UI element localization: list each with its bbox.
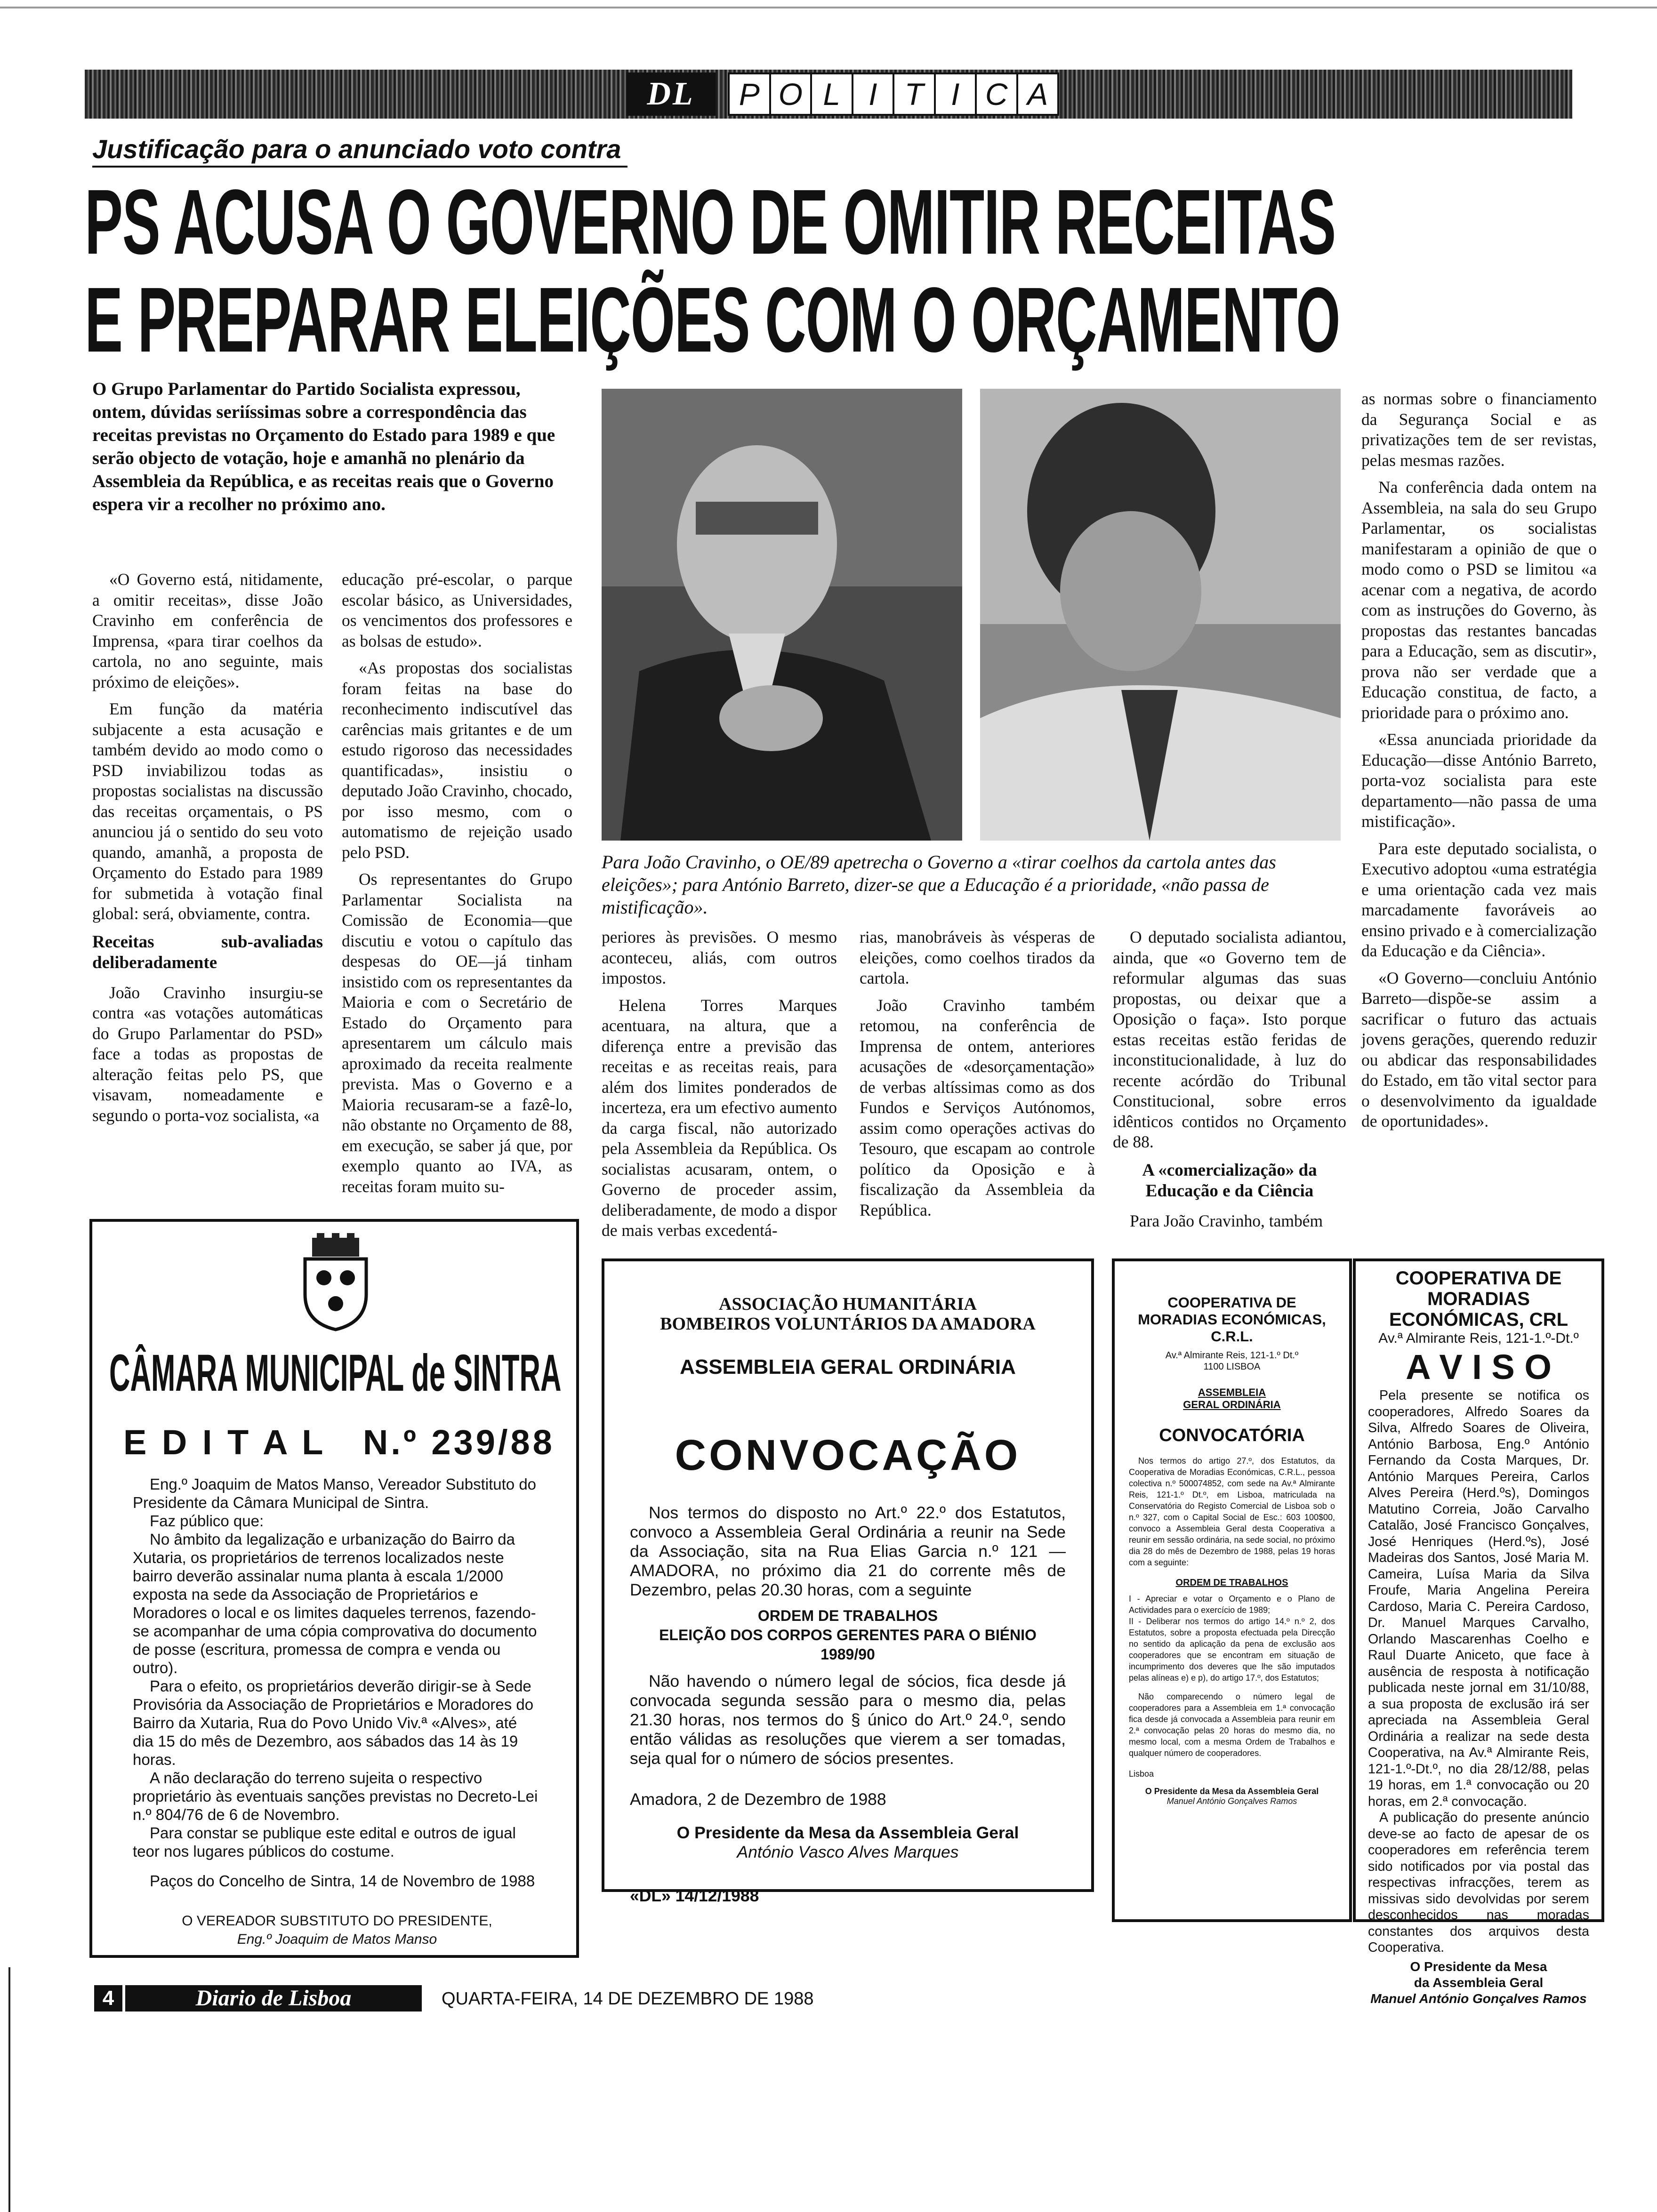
- photo-antonio-barreto: [980, 389, 1341, 841]
- ad-bombeiros-date: Amadora, 2 de Dezembro de 1988: [630, 1790, 886, 1809]
- left-margin-rule: [8, 1967, 10, 2212]
- ad-coop1-signature-name: Manuel António Gonçalves Ramos: [1166, 1796, 1297, 1806]
- article-paragraph: Os representantes do Grupo Parlamentar Socialista na Comissão de Economia—que discutiu e votou o capítulo das despesas do OE—já tinham insistido com os representantes da Maioria e com o Secretário de Estado do Orçamento para apresentarem um cálculo mais aproximado da receita realmente prevista. Mas o Governo e a Maioria recusaram-se a fazê-lo, não obstante no Orçamento de 88, em execução, se saber já que, por exemplo quanto ao IVA, as receitas foram muito su-: [342, 870, 572, 1196]
- ad-coop1-paragraph: Não comparecendo o número legal de cooperadores para a Assembleia em 1.ª convocação fica desde já convocada a Assembleia para reunir em 2.ª convocação pelas 20 horas do mesmo dia, no mesmo local, com a mesma Ordem de Trabalhos e qualquer número de cooperadores.: [1129, 1692, 1335, 1758]
- ad-coop2-org-line: ECONÓMICAS, CRL: [1389, 1309, 1568, 1330]
- ad-coop1-address: Av.ª Almirante Reis, 121-1.º Dt.º: [1165, 1350, 1299, 1361]
- footer-page-number: 4: [94, 1985, 122, 2012]
- footer-masthead: Diario de Lisboa: [125, 1985, 422, 2012]
- article-paragraph: João Cravinho também retomou, na conferência de Imprensa de ontem, anteriores acusações de «desorçamentação» de verbas altíssimas como as dos Fundos e Serviços Autónomos, assim como operações activas do Tesouro, que escapam ao controle político da Oposição e à fiscalização da Assembleia da República.: [860, 995, 1095, 1219]
- ad-coop2-signature-line: Manuel António Gonçalves Ramos: [1370, 1991, 1587, 2006]
- ad-bombeiros-signature-title: O Presidente da Mesa da Assembleia Geral: [676, 1823, 1019, 1842]
- article-paragraph: Na conferência dada ontem na Assembleia, na sala do seu Grupo Parlamentar, os socialistas manifestaram a opinião de que o modo como o PSD se limitou «a acenar com a negativa, de acordo com as instruções do Governo, às propostas das restantes bancadas para a Educação, sem as discutir», prova não ser verdade que a Educação constitua, de facto, a prioridade para o próximo ano.: [1361, 478, 1597, 722]
- ad-sintra-paragraph: A não declaração do terreno sujeita o respectivo proprietário às eventuais sanções previstas no Decreto-Lei n.º 804/76 de 6 de Novembro.: [133, 1769, 538, 1823]
- section-letter: I: [934, 72, 977, 116]
- section-letter: A: [1016, 72, 1060, 116]
- ad-bombeiros-org-line: ASSOCIAÇÃO HUMANITÁRIA: [719, 1294, 977, 1314]
- ad-sintra-paragraph: No âmbito da legalização e urbanização do Bairro da Xutaria, os proprietários de terrenos localizados neste bairro deverão assinalar numa planta à escala 1/2000 exposta na sede da Associação de Proprietários e Moradores o local e os limites daqueles terrenos, fazendo-se acompanhar de uma cópia comprovativa do documento de posse (escritura, promessa de compra e venda ou outro).: [133, 1531, 537, 1676]
- section-letter: O: [769, 72, 812, 116]
- ad-sintra-org-name: CÂMARA MUNICIPAL de SINTRA: [109, 1344, 562, 1402]
- article-column-6: [1361, 389, 1597, 1138]
- ad-sintra-edital: E D I T A L N.º 239/88: [123, 1423, 555, 1462]
- ad-bombeiros-assembly: ASSEMBLEIA GERAL ORDINÁRIA: [680, 1355, 1016, 1378]
- ad-bombeiros-org-line: BOMBEIROS VOLUNTÁRIOS DA AMADORA: [660, 1314, 1036, 1334]
- article-paragraph: «As propostas dos socialistas foram feitas na base do reconhecimento indiscutível das carências mais gritantes e de um estudo rigoroso das necessidades quantificadas», insistiu o deputado João Cravinho, chocado, por isso mesmo, com o automatismo de rejeição usado pelo PSD.: [342, 658, 572, 862]
- ad-coop2-paragraph: Pela presente se notifica os cooperadores, Alfredo Soares da Silva, Alfredo Soares de Oliveira, António Barbosa, Eng.º António Fernando da Costa Marques, Dr. António Marques Pereira, Carlos Alves Pereira (Herd.ºs), Domingos Matutino Correia, João Carvalho Catalão, José Francisco Gonçalves, José Henriques (Herd.ºs), José Madeiras dos Santos, José Maria M. Cameira, Luísa Maria da Silva Froufe, Maria Angelina Pereira Cardoso, Maria C. Pereira Cardoso, Dr. Manuel Marques Carvalho, Orlando Mascarenhas Coelho e Raul Duarte Aniceto, que face à ausência de resposta à notificação publicada neste jornal em 31/10/88, a sua proposta de exclusão irá ser apreciada na Assembleia Geral Ordinária a realizar na sede desta Cooperativa, na Av.ª Almirante Reis, 121-1.º-Dt.º, no dia 28/12/88, pelas 19 horas, em 1.ª convocação ou 20 horas, em 2.ª convocação.: [1368, 1388, 1589, 1809]
- ad-bombeiros-title: CONVOCAÇÃO: [675, 1431, 1021, 1479]
- section-letter: L: [810, 72, 853, 116]
- article-paragraph: Helena Torres Marques acentuara, na altura, que a diferença entre a previsão das receitas e as receitas reais, para além dos limites ponderados de incerteza, era um efectivo aumento da carga fiscal, não autorizado pela Assembleia da República. Os socialistas acusaram, ontem, o Governo de proceder assim, deliberadamente, de modo a dispor de mais verbas excedentá-: [602, 995, 837, 1240]
- article-column-1: [92, 569, 323, 1132]
- ad-sintra-body: [133, 1475, 541, 1948]
- ad-coop2-signature-line: O Presidente da Mesa: [1410, 1959, 1547, 1974]
- ad-cooperativa-aviso: [1353, 1258, 1604, 2006]
- headline-line-2: E PREPARAR ELEIÇÕES COM O ORÇAMENTO: [85, 268, 1340, 371]
- ad-bombeiros-agenda-title: ORDEM DE TRABALHOS: [757, 1607, 938, 1624]
- headline-line-1: PS ACUSA O GOVERNO DE OMITIR RECEITAS: [85, 170, 1336, 273]
- article-paragraph: «O Governo—concluiu António Barreto—dispõe-se assim a sacrificar o futuro das actuais jovens gerações, querendo reduzir ou abdicar das responsabilidades do Estado, em tão vital sector para o desenvolvimento da igualdade de oportunidades».: [1361, 968, 1597, 1130]
- ad-coop1-org: COOPERATIVA DE MORADIAS ECONÓMICAS, C.R.L.: [1138, 1294, 1326, 1345]
- article-paragraph: Para João Cravinho, também: [1130, 1211, 1323, 1230]
- ad-sintra-date: Paços do Concelho de Sintra, 14 de Novembro de 1988: [150, 1872, 535, 1890]
- section-letter: I: [852, 72, 895, 116]
- kicker: Justificação para o anunciado voto contra: [92, 133, 627, 168]
- ad-sintra-paragraph: Faz público que:: [150, 1512, 264, 1530]
- ad-coop2-title: A V I S O: [1406, 1347, 1552, 1387]
- sintra-coat-of-arms-icon: [296, 1233, 376, 1332]
- ad-coop1-content: [1129, 1294, 1335, 1806]
- ad-bombeiros-amadora: [602, 1258, 1094, 1905]
- dl-logo: DL: [626, 72, 716, 116]
- ad-camara-sintra: [89, 1219, 579, 1958]
- article-paragraph: «O Governo está, nitidamente, a omitir receitas», disse João Cravinho em conferência de Imprensa, «para tirar coelhos da cartola, no ano seguinte, mais próximo de eleições».: [92, 570, 323, 691]
- ad-bombeiros-paragraph: Nos termos do disposto no Art.º 22.º dos Estatutos, convoco a Assembleia Geral Ordinária a reunir na Sede da Associação, sita na Rua Elias Garcia n.º 121 — AMADORA, no próximo dia 21 do corrente mês de Dezembro, pelas 20.30 horas, com a seguinte: [630, 1503, 1066, 1599]
- article-column-5: [1113, 927, 1346, 1238]
- ad-sintra-signature-name: Eng.º Joaquim de Matos Manso: [237, 1931, 437, 1947]
- ad-coop2-address: Av.ª Almirante Reis, 121-1.º-Dt.º: [1378, 1330, 1579, 1346]
- ad-coop1-title: CONVOCATÓRIA: [1159, 1426, 1305, 1445]
- photo-caption: Para João Cravinho, o OE/89 apetrecha o Governo a «tirar coelhos da cartola antes das eleições»; para António Barreto, dizer-se que a Educação é a prioridade, «não passa de mistificação».: [602, 851, 1276, 918]
- ad-coop2-org: [1368, 1268, 1589, 1330]
- section-letter: T: [893, 72, 936, 116]
- article-paragraph: «Essa anunciada prioridade da Educação—disse António Barreto, porta-voz socialista para este departamento—não passa de uma mistificação».: [1361, 730, 1597, 831]
- article-paragraph: educação pré-escolar, o parque escolar básico, as Universidades, os vencimentos dos professores e as bolsas de estudo».: [342, 570, 572, 650]
- article-paragraph: O deputado socialista adiantou, ainda, que «o Governo tem de reformular algumas das suas propostas, ou deixar que a Oposição o faça». Isto porque estas receitas estão feridas de inconstitucionalidade, à luz do recente acórdão do Tribunal Constitucional, sobre erros idênticos contidos no Orçamento de 88.: [1113, 928, 1346, 1151]
- ad-coop1-assembly: ASSEMBLEIA GERAL ORDINÁRIA: [1183, 1387, 1281, 1411]
- photo-joao-cravinho: [602, 389, 962, 841]
- ad-bombeiros-signature-name: António Vasco Alves Marques: [737, 1843, 959, 1861]
- article-subhead: Receitas sub-avaliadas deliberadamente: [92, 932, 323, 972]
- lead-paragraph: O Grupo Parlamentar do Partido Socialista expressou, ontem, dúvidas seriíssimas sobre a correspondência das receitas previstas no Orçamento do Estado para 1989 e que serão objecto de votação, hoje e amanhã no plenário da Assembleia da República, e as receitas reais que o Governo espera vir a recolher no próximo ano.: [92, 379, 555, 514]
- article-column-3: [602, 927, 837, 1248]
- article-paragraph: Para este deputado socialista, o Executivo adoptou «uma estratégia e uma orientação cada vez mais marcadamente favoráveis ao ensino privado e à comercialização da Educação e da Ciência».: [1361, 839, 1597, 960]
- ad-bombeiros-paragraph: Não havendo o número legal de sócios, fica desde já convocada segunda sessão para o mesmo dia, pelas 21.30 horas, nos termos do § único do Art.º 24.º, sendo então válidas as resoluções que vierem a ser tomadas, seja qual for o número de sócios presentes.: [630, 1672, 1066, 1768]
- ad-coop2-content: [1368, 1268, 1589, 2007]
- article-column-4: [860, 927, 1095, 1227]
- ad-coop1-signature-title: O Presidente da Mesa da Assembleia Geral: [1145, 1787, 1319, 1796]
- article-column-2: [342, 569, 572, 1203]
- article-paragraph: periores às previsões. O mesmo aconteceu, aliás, com outros impostos.: [602, 928, 837, 987]
- ad-bombeiros-org: [604, 1294, 1091, 1334]
- ad-cooperativa-convocatoria: [1112, 1258, 1352, 1922]
- ad-coop2-org-line: COOPERATIVA DE MORADIAS: [1395, 1268, 1562, 1309]
- ad-sintra-intro: Eng.º Joaquim de Matos Manso, Vereador Substituto do Presidente da Câmara Municipal de Sintra.: [133, 1475, 537, 1511]
- ad-coop1-address: 1100 LISBOA: [1203, 1362, 1261, 1372]
- section-letter: P: [728, 72, 771, 116]
- ad-sintra-signature-title: O VEREADOR SUBSTITUTO DO PRESIDENTE,: [182, 1913, 492, 1929]
- ad-bombeiros-ref: «DL» 14/12/1988: [630, 1886, 759, 1905]
- ad-coop1-paragraph: Nos termos do artigo 27.º, dos Estatutos, da Cooperativa de Moradias Económicas, C.R.L., pessoa colectiva n.º 500074852, com sede na Av.ª Almirante Reis, 121-1.º Dt.º, em Lisboa, matriculada na Conservatória do Registo Comercial de Lisboa sob o n.º 327, com o Capital Social de Esc.: 603 100$00, convoco a Assembleia Geral desta Cooperativa a reunir em sessão ordinária, na sede social, no próximo dia 28 do mês de Dezembro de 1988, pelas 19 horas com a seguinte:: [1129, 1456, 1335, 1567]
- ad-coop1-agenda-item: I - Apreciar e votar o Orçamento e o Plano de Actividades para o exercício de 1989;: [1129, 1594, 1335, 1615]
- portrait-joao-cravinho: [602, 389, 962, 841]
- ad-sintra-paragraph: Para constar se publique este edital e outros de igual teor nos lugares públicos do costume.: [133, 1824, 516, 1860]
- ad-coop1-city: Lisboa: [1129, 1769, 1154, 1779]
- ad-coop1-agenda-item: II - Deliberar nos termos do artigo 14.º n.º 2, dos Estatutos, sobre a proposta efectuada pela Direcção no sentido da aplicação da pena de exclusão aos cooperadores que se encontram em situação de incumprimento dos deveres que lhe são imputados pelas alíneas e) e p), do artigo 17.º, dos Estatutos;: [1129, 1617, 1335, 1683]
- ad-coop2-paragraph: A publicação do presente anúncio deve-se ao facto de apesar de os cooperadores em referência terem sido notificados por via postal das respectivas infracções, terem as missivas sido devolvidas por serem desconhecidos nas moradas constantes dos arquivos desta Cooperativa.: [1368, 1810, 1589, 1955]
- portrait-antonio-barreto: [980, 389, 1341, 841]
- ad-sintra-paragraph: Para o efeito, os proprietários deverão dirigir-se à Sede Provisória da Associação de Proprietários e Moradores do Bairro da Xutaria, Rua do Povo Unido Viv.ª «Alves», até dia 15 do mês de Dezembro, aos sábados das 14 às 19 horas.: [133, 1677, 534, 1768]
- article-paragraph: rias, manobráveis às vésperas de eleições, como coelhos tirados da cartola.: [860, 928, 1095, 987]
- ad-bombeiros-agenda-item: ELEIÇÃO DOS CORPOS GERENTES PARA O BIÉNIO 1989/90: [659, 1627, 1037, 1663]
- article-paragraph: João Cravinho insurgiu-se contra «as votações automáticas do Grupo Parlamentar do PSD» face a todas as propostas de alteração feitas pelo PS, que visavam, nomeadamente e segundo o porta-voz socialista, «a: [92, 983, 323, 1125]
- article-subhead: A «comercialização» da Educação e da Ciência: [1142, 1160, 1317, 1201]
- ad-coop1-agenda: ORDEM DE TRABALHOS: [1175, 1578, 1288, 1588]
- ad-coop2-signature-line: da Assembleia Geral: [1414, 1975, 1544, 1990]
- article-paragraph: Em função da matéria subjacente a esta acusação e também devido ao modo como o PSD inviabilizou todas as propostas socialistas na discussão das receitas orçamentais, o PS anunciou já o sentido do seu voto quando, amanhã, a proposta de Orçamento do Estado para 1989 for submetida à votação final global: será, obviamente, contra.: [92, 699, 323, 923]
- ad-coop2-signature: [1368, 1959, 1589, 2007]
- ad-bombeiros-body: [630, 1503, 1066, 1906]
- section-letter: C: [975, 72, 1018, 116]
- article-paragraph: as normas sobre o financiamento da Segurança Social e as privatizações tem de ser revistas, pelas mesmas razões.: [1361, 389, 1597, 470]
- footer-date: QUARTA-FEIRA, 14 DE DEZEMBRO DE 1988: [442, 1989, 814, 2009]
- top-rule: [0, 7, 1657, 8]
- section-title-politica: [730, 72, 1059, 116]
